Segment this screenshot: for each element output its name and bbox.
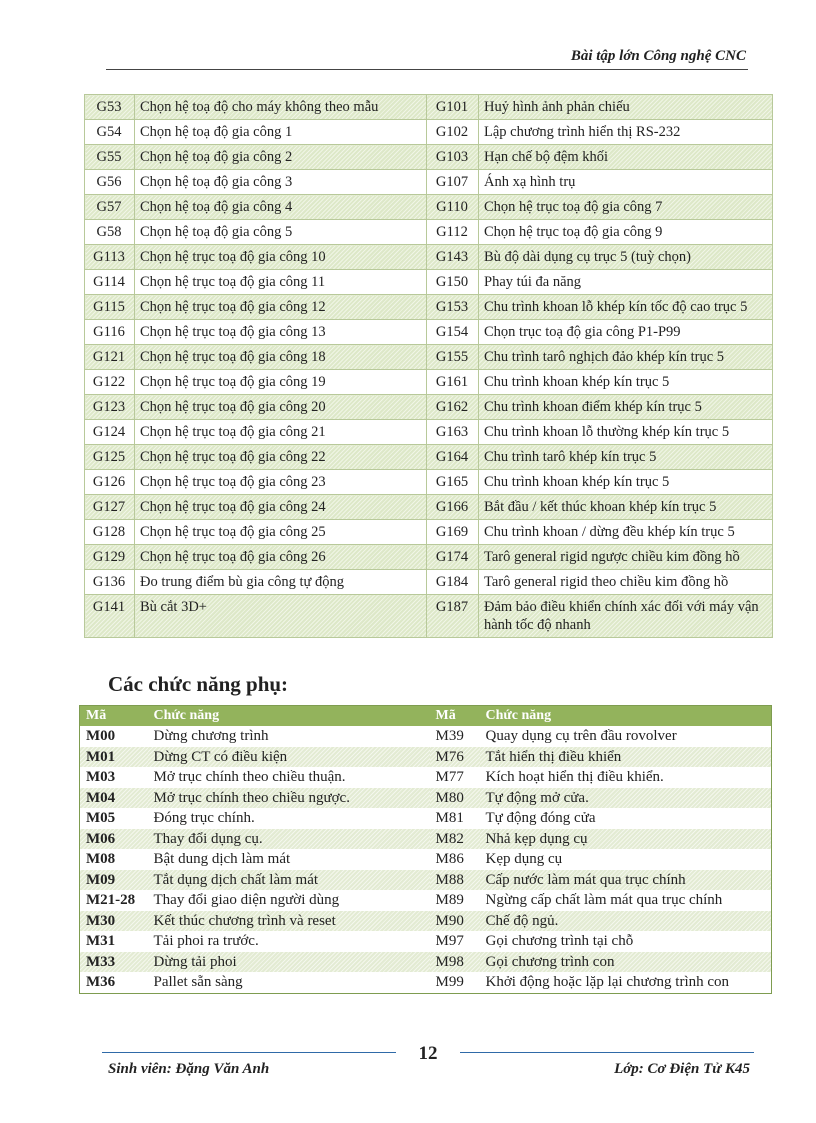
g-code-left: G56 (85, 170, 135, 195)
m-code-right: M97 (435, 933, 464, 950)
m-desc-right: Cấp nước làm mát qua trục chính (480, 870, 772, 891)
g-code-left: G126 (85, 470, 135, 495)
table-row (80, 829, 772, 850)
g-code-left: G115 (85, 295, 135, 320)
g-code-left: G122 (85, 370, 135, 395)
m-desc-right: Ngừng cấp chất làm mát qua trục chính (485, 892, 723, 909)
g-code-left: G54 (85, 120, 135, 145)
m-code-right: M82 (430, 829, 480, 850)
m-desc-left: Kết thúc chương trình và reset (148, 911, 430, 932)
footer-class: Lớp: Cơ Điện Tử K45 (614, 1061, 750, 1077)
g-code-right: G163 (427, 420, 479, 445)
m-code-right: M39 (435, 728, 464, 745)
g-code-right: G150 (427, 270, 479, 295)
m-desc-left: Pallet sẵn sàng (153, 974, 243, 991)
m-desc-left: Dừng CT có điều kiện (148, 747, 430, 768)
g-code-right: G174 (427, 545, 479, 570)
m-desc-left: Tải phoi ra trước. (153, 933, 259, 950)
table-row (85, 295, 773, 320)
m-table-header-row (80, 706, 772, 727)
table-row (85, 95, 773, 120)
m-code-right: M76 (430, 747, 480, 768)
g-code-left: G128 (85, 520, 135, 545)
header-code-1: Mã (80, 706, 148, 727)
header-function-2: Chức năng (480, 706, 772, 727)
m-code-left: M03 (86, 769, 116, 786)
document-title: Bài tập lớn Công nghệ CNC (570, 48, 746, 64)
m-code-left: M05 (86, 810, 116, 827)
g-code-right: G110 (427, 195, 479, 220)
m-desc-right: Gọi chương trình tại chỗ (485, 933, 634, 950)
g-desc-left: Bù cắt 3D+ (135, 595, 427, 638)
g-code-left: G141 (85, 595, 135, 638)
g-code-right: G143 (427, 245, 479, 270)
table-row (80, 808, 772, 829)
table-row (85, 595, 773, 638)
g-code-left: G121 (85, 345, 135, 370)
m-code-right: M90 (430, 911, 480, 932)
table-row (85, 570, 773, 595)
m-desc-left: Thay đổi giao diện người dùng (153, 892, 340, 909)
m-desc-right: Tự động mở cửa. (480, 788, 772, 809)
g-code-right: G169 (427, 520, 479, 545)
m-desc-left: Mở trục chính theo chiều thuận. (153, 769, 346, 786)
header-code-2: Mã (430, 706, 480, 727)
m-desc-right: Tắt hiển thị điều khiển (480, 747, 772, 768)
g-desc-right: Bù độ dài dụng cụ trục 5 (tuỳ chọn) (479, 245, 773, 270)
table-row (85, 395, 773, 420)
table-row (80, 747, 772, 768)
table-row (85, 170, 773, 195)
m-code-right: M88 (430, 870, 480, 891)
g-desc-right: Bắt đầu / kết thúc khoan khép kín trục 5 (479, 495, 773, 520)
g-code-right: G161 (427, 370, 479, 395)
g-code-right: G162 (427, 395, 479, 420)
table-row (85, 120, 773, 145)
page-number: 12 (418, 1043, 438, 1064)
g-desc-left: Chọn hệ trục toạ độ gia công 11 (135, 270, 427, 295)
g-desc-right: Chu trình khoan khép kín trục 5 (479, 470, 773, 495)
table-row (85, 495, 773, 520)
table-row (85, 370, 773, 395)
table-row (80, 952, 772, 973)
g-desc-right: Tarô general rigid ngược chiều kim đồng hồ (479, 545, 773, 570)
table-row (80, 788, 772, 809)
g-code-left: G116 (85, 320, 135, 345)
m-code-left: M21-28 (86, 892, 136, 909)
g-desc-left: Chọn hệ toạ độ gia công 2 (135, 145, 427, 170)
m-code-left: M08 (86, 851, 116, 868)
g-desc-right: Hạn chế bộ đệm khối (479, 145, 773, 170)
g-code-left: G57 (85, 195, 135, 220)
m-desc-left: Đóng trục chính. (153, 810, 255, 827)
g-code-right: G107 (427, 170, 479, 195)
g-desc-left: Chọn hệ toạ độ gia công 1 (135, 120, 427, 145)
g-code-right: G153 (427, 295, 479, 320)
footer-rule-left (102, 1052, 396, 1053)
g-desc-right: Phay túi đa năng (479, 270, 773, 295)
table-row (80, 726, 772, 747)
table-row (85, 220, 773, 245)
footer-rule-right (460, 1052, 754, 1053)
table-row (85, 145, 773, 170)
m-code-right: M80 (430, 788, 480, 809)
table-row (85, 345, 773, 370)
m-code-left: M09 (80, 870, 148, 891)
m-code-left: M04 (80, 788, 148, 809)
g-code-table-body (85, 95, 773, 638)
g-desc-right: Chu trình tarô nghịch đảo khép kín trục 5 (479, 345, 773, 370)
m-desc-left: Mở trục chính theo chiều ngược. (148, 788, 430, 809)
m-desc-right: Nhả kẹp dụng cụ (480, 829, 772, 850)
m-code-right: M86 (435, 851, 464, 868)
page-header (106, 48, 748, 70)
m-desc-left: Dừng tải phoi (148, 952, 430, 973)
table-row (80, 849, 772, 870)
m-desc-right: Tự động đóng cửa (485, 810, 596, 827)
g-desc-right: Chọn hệ trục toạ độ gia công 7 (479, 195, 773, 220)
m-code-right: M81 (435, 810, 464, 827)
m-desc-right: Gọi chương trình con (480, 952, 772, 973)
g-desc-left: Chọn hệ toạ độ gia công 5 (135, 220, 427, 245)
m-desc-left: Tắt dụng dịch chất làm mát (148, 870, 430, 891)
m-desc-left: Thay đổi dụng cụ. (148, 829, 430, 850)
m-code-left: M30 (80, 911, 148, 932)
g-code-right: G101 (427, 95, 479, 120)
footer-student: Sinh viên: Đặng Văn Anh (108, 1061, 270, 1077)
m-code-left: M06 (80, 829, 148, 850)
table-row (80, 767, 772, 788)
g-desc-left: Chọn hệ trục toạ độ gia công 18 (135, 345, 427, 370)
m-code-left: M00 (86, 728, 116, 745)
g-desc-right: Chu trình khoan lỗ thường khép kín trục 5 (479, 420, 773, 445)
g-desc-right: Ánh xạ hình trụ (479, 170, 773, 195)
table-row (80, 931, 772, 952)
table-row (85, 320, 773, 345)
table-row (80, 870, 772, 891)
g-code-left: G136 (85, 570, 135, 595)
g-desc-right: Lập chương trình hiển thị RS-232 (479, 120, 773, 145)
g-code-left: G123 (85, 395, 135, 420)
m-desc-right: Khởi động hoặc lặp lại chương trình con (485, 974, 730, 991)
m-code-left: M33 (80, 952, 148, 973)
m-code-right: M98 (430, 952, 480, 973)
g-desc-left: Chọn hệ trục toạ độ gia công 13 (135, 320, 427, 345)
g-code-right: G112 (427, 220, 479, 245)
g-desc-left: Chọn hệ toạ độ cho máy không theo mẫu (135, 95, 427, 120)
g-code-right: G165 (427, 470, 479, 495)
g-desc-right: Chu trình khoan khép kín trục 5 (479, 370, 773, 395)
g-code-left: G125 (85, 445, 135, 470)
g-desc-left: Chọn hệ toạ độ gia công 4 (135, 195, 427, 220)
m-desc-left: Bật dung dịch làm mát (153, 851, 291, 868)
table-row (85, 245, 773, 270)
g-code-right: G187 (427, 595, 479, 638)
m-desc-right: Chế độ ngủ. (480, 911, 772, 932)
header-function-1: Chức năng (148, 706, 430, 727)
m-code-right: M99 (435, 974, 464, 991)
table-row (85, 420, 773, 445)
m-desc-right: Kẹp dụng cụ (485, 851, 563, 868)
g-code-left: G124 (85, 420, 135, 445)
g-desc-left: Chọn hệ trục toạ độ gia công 12 (135, 295, 427, 320)
g-code-left: G113 (85, 245, 135, 270)
g-desc-right: Huỷ hình ảnh phản chiếu (479, 95, 773, 120)
g-desc-left: Chọn hệ trục toạ độ gia công 26 (135, 545, 427, 570)
g-desc-left: Chọn hệ trục toạ độ gia công 23 (135, 470, 427, 495)
g-code-left: G55 (85, 145, 135, 170)
table-row (85, 545, 773, 570)
g-desc-right: Chu trình khoan điểm khép kín trục 5 (479, 395, 773, 420)
g-desc-left: Chọn hệ trục toạ độ gia công 19 (135, 370, 427, 395)
g-desc-left: Chọn hệ trục toạ độ gia công 10 (135, 245, 427, 270)
m-desc-right: Kích hoạt hiển thị điều khiển. (485, 769, 664, 786)
g-desc-right: Tarô general rigid theo chiều kim đồng hồ (479, 570, 773, 595)
m-code-table-body (80, 726, 772, 993)
table-row (85, 520, 773, 545)
g-code-right: G155 (427, 345, 479, 370)
m-desc-left: Dừng chương trình (153, 728, 269, 745)
g-code-right: G184 (427, 570, 479, 595)
m-code-right: M89 (435, 892, 464, 909)
g-desc-left: Chọn hệ trục toạ độ gia công 22 (135, 445, 427, 470)
m-code-left: M36 (86, 974, 116, 991)
table-row (85, 195, 773, 220)
table-row (80, 972, 772, 993)
table-row (85, 470, 773, 495)
table-row (85, 270, 773, 295)
g-desc-left: Đo trung điểm bù gia công tự động (135, 570, 427, 595)
table-row (85, 445, 773, 470)
table-row (80, 890, 772, 911)
g-desc-right: Chọn hệ trục toạ độ gia công 9 (479, 220, 773, 245)
g-desc-right: Chọn trục toạ độ gia công P1-P99 (479, 320, 773, 345)
g-code-table (84, 94, 773, 638)
g-code-right: G166 (427, 495, 479, 520)
g-code-right: G164 (427, 445, 479, 470)
g-desc-left: Chọn hệ trục toạ độ gia công 21 (135, 420, 427, 445)
g-desc-left: Chọn hệ trục toạ độ gia công 24 (135, 495, 427, 520)
g-code-left: G129 (85, 545, 135, 570)
g-code-right: G103 (427, 145, 479, 170)
m-code-left: M01 (80, 747, 148, 768)
g-code-left: G53 (85, 95, 135, 120)
g-desc-right: Chu trình khoan lỗ khép kín tốc độ cao trục 5 (479, 295, 773, 320)
g-desc-right: Chu trình tarô khép kín trục 5 (479, 445, 773, 470)
g-desc-left: Chọn hệ trục toạ độ gia công 20 (135, 395, 427, 420)
m-code-left: M31 (86, 933, 116, 950)
g-code-right: G102 (427, 120, 479, 145)
table-row (80, 911, 772, 932)
g-code-right: G154 (427, 320, 479, 345)
m-desc-right: Quay dụng cụ trên đầu rovolver (485, 728, 677, 745)
g-code-left: G127 (85, 495, 135, 520)
g-desc-left: Chọn hệ toạ độ gia công 3 (135, 170, 427, 195)
g-desc-right: Chu trình khoan / dừng đều khép kín trục 5 (479, 520, 773, 545)
g-code-left: G58 (85, 220, 135, 245)
g-desc-right: Đảm bảo điều khiển chính xác đối với máy vận hành tốc độ nhanh (479, 595, 773, 638)
g-desc-left: Chọn hệ trục toạ độ gia công 25 (135, 520, 427, 545)
section-title: Các chức năng phụ: (108, 672, 289, 696)
g-code-left: G114 (85, 270, 135, 295)
m-code-table (79, 705, 772, 994)
m-code-right: M77 (435, 769, 464, 786)
